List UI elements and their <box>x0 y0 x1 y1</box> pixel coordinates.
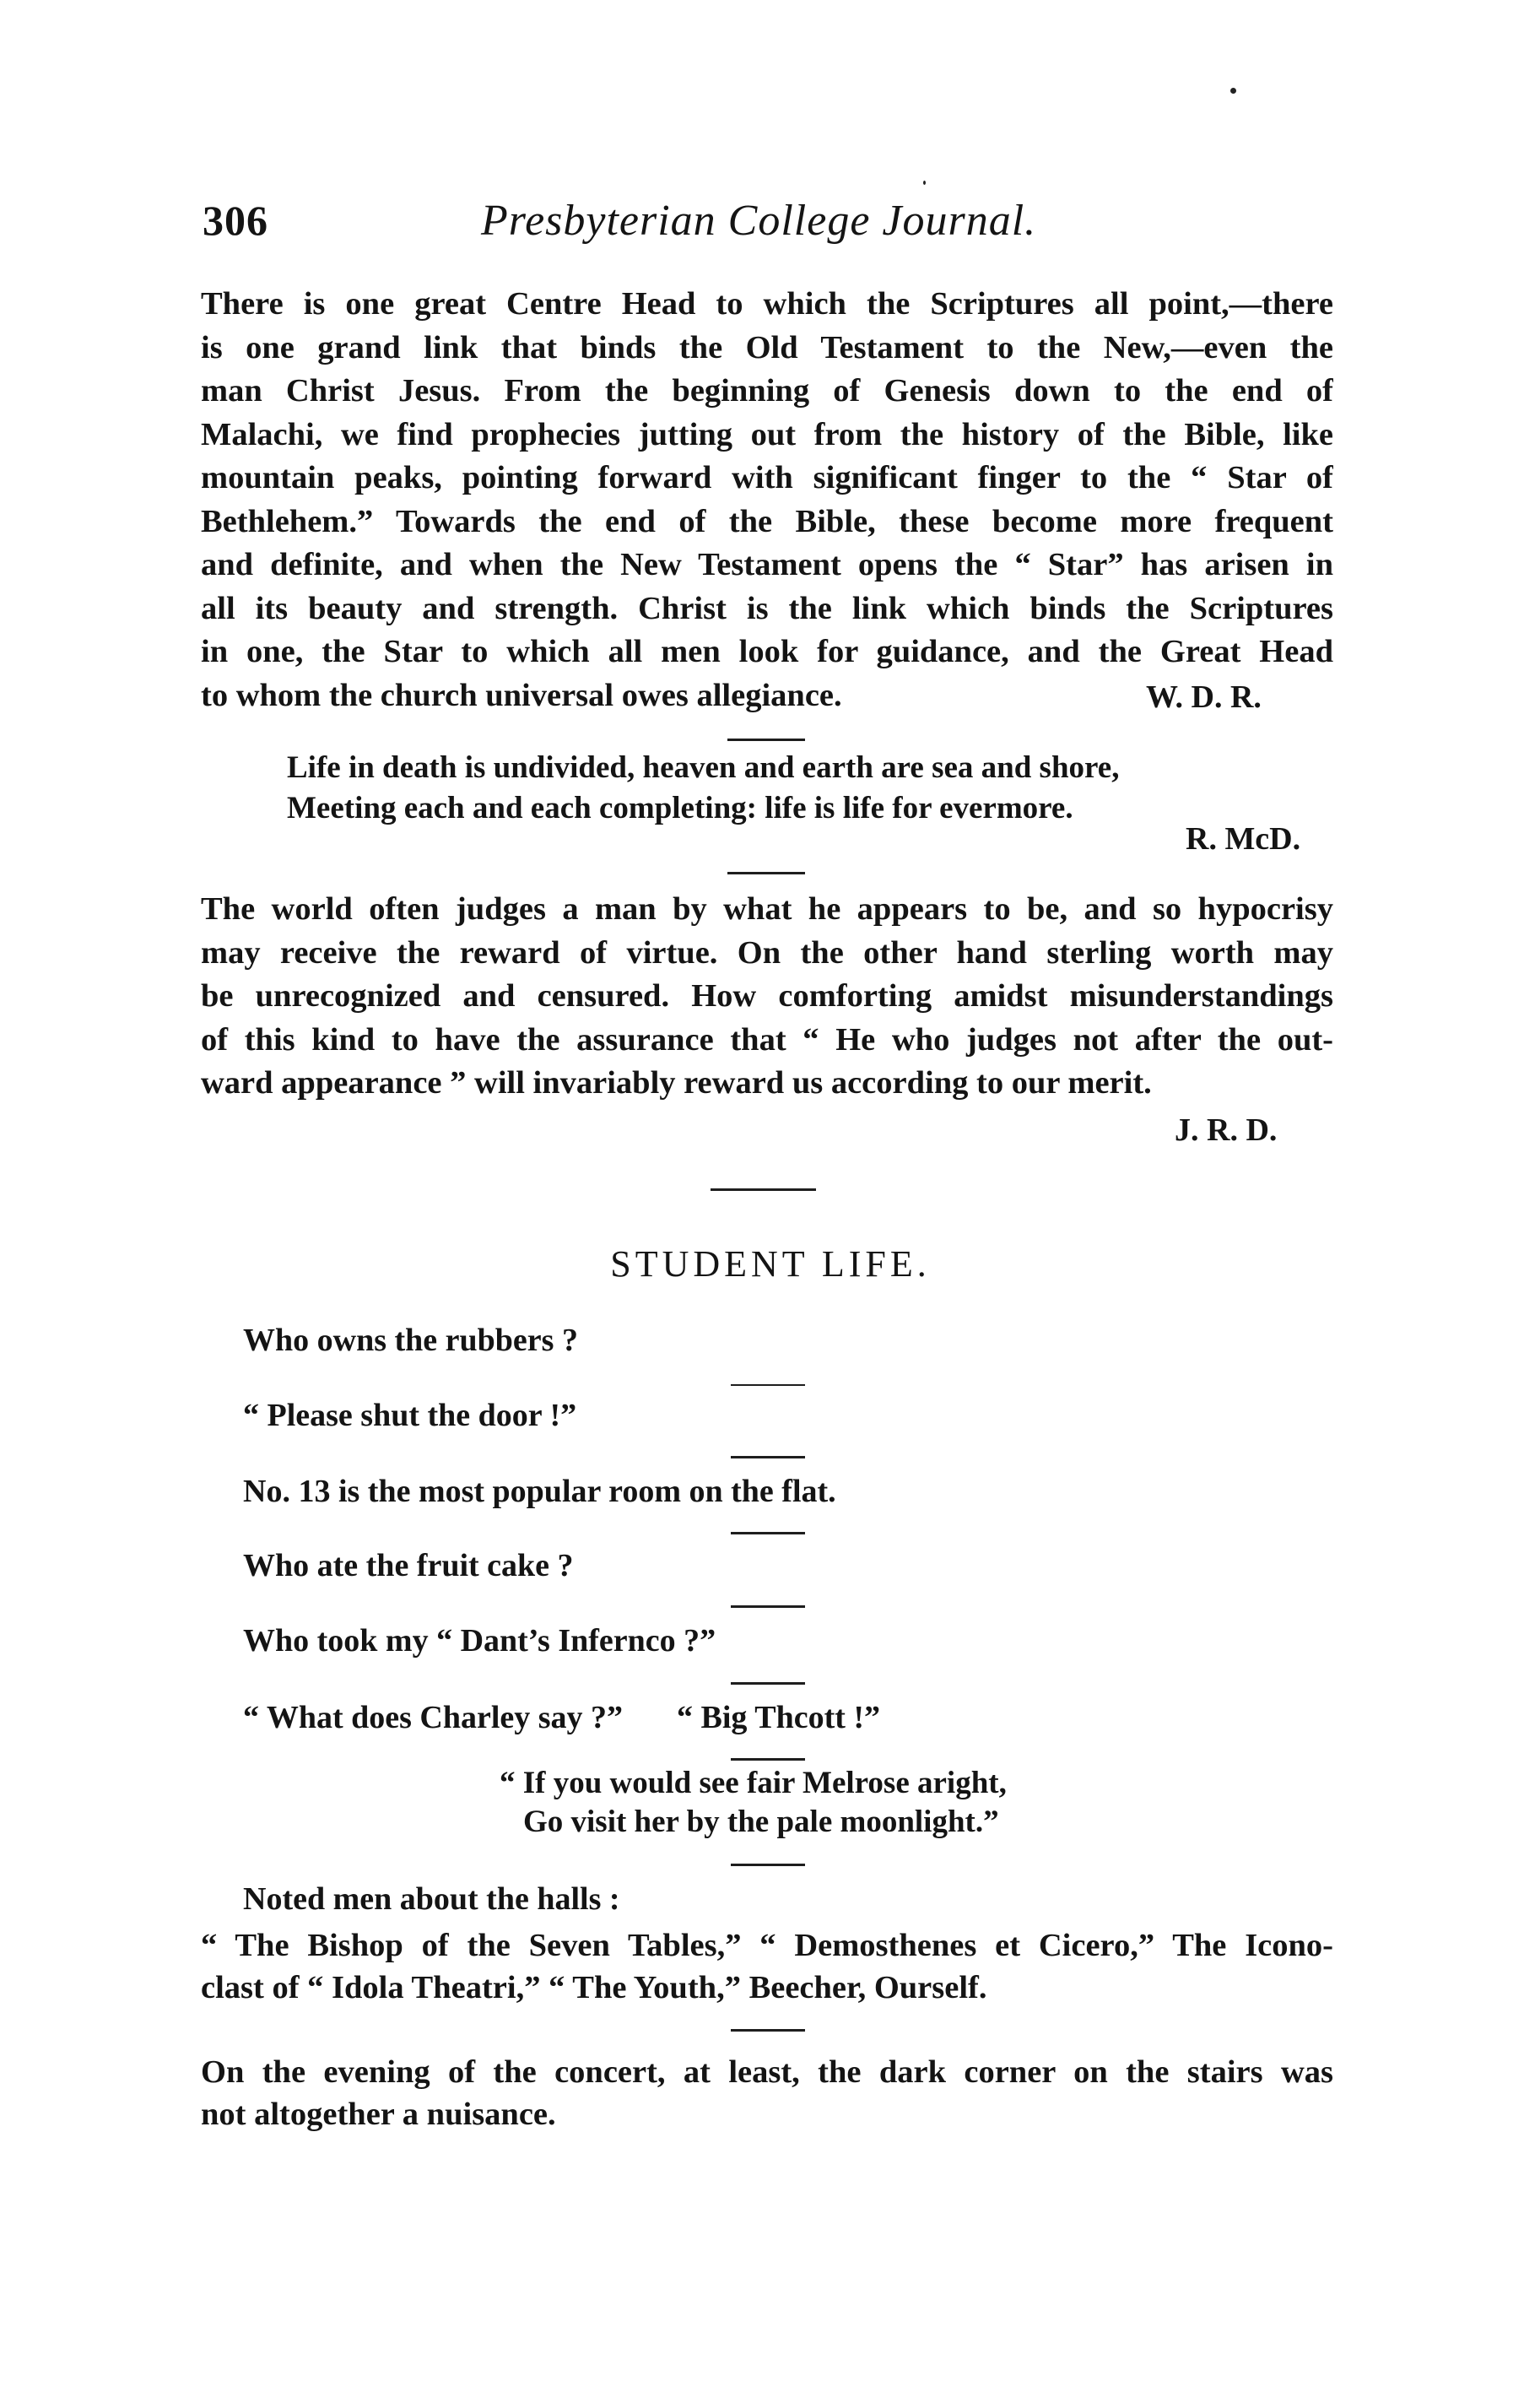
signature-rmcd: R. McD. <box>1186 821 1301 857</box>
student-life-item: Who owns the rubbers ? <box>243 1323 578 1358</box>
student-life-item: “ What does Charley say ?” <box>243 1700 624 1735</box>
divider-rule <box>731 1682 805 1685</box>
signature-jrd: J. R. D. <box>1175 1112 1278 1148</box>
student-life-item: No. 13 is the most popular room on the flat. <box>243 1474 836 1509</box>
student-life-item: “ Please shut the door !” <box>243 1398 577 1433</box>
text-line: all its beauty and strength. Christ is the link which binds the Scriptures <box>201 590 1333 626</box>
student-life-item: Who ate the fruit cake ? <box>243 1548 574 1583</box>
divider-rule <box>727 872 805 874</box>
paragraph-world-judges <box>201 888 1333 1106</box>
verse-line: “ If you would see fair Melrose aright, <box>500 1766 1007 1800</box>
text-line: There is one great Centre Head to which the Scriptures all point,—there <box>201 286 1333 322</box>
divider-rule <box>731 1758 805 1761</box>
divider-rule <box>731 1605 805 1608</box>
divider-rule <box>731 1384 805 1386</box>
text-line: mountain peaks, pointing forward with significant finger to the “ Star of <box>201 460 1333 495</box>
divider-rule <box>731 1456 805 1458</box>
text-line: ward appearance ” will invariably reward us according to our merit. <box>201 1065 1152 1101</box>
divider-rule <box>711 1188 816 1191</box>
text-line: not altogether a nuisance. <box>201 2097 556 2132</box>
running-title: Presbyterian College Journal. <box>481 197 1037 245</box>
noted-men-list <box>201 1924 1333 2009</box>
verse-line: Meeting each and each completing: life is life for evermore. <box>287 791 1073 825</box>
text-line: Malachi, we find prophecies jutting out from the history of the Bible, like <box>201 416 1333 452</box>
verse-line: Go visit her by the pale moonlight.” <box>523 1805 999 1839</box>
noted-men-intro: Noted men about the halls : <box>243 1881 620 1917</box>
signature-wdr: W. D. R. <box>1146 679 1262 715</box>
text-line: is one grand link that binds the Old Testament to the New,—even the <box>201 329 1333 365</box>
text-line: to whom the church universal owes allegiance. <box>201 677 842 713</box>
verse-melrose <box>500 1764 1007 1842</box>
running-header <box>203 196 1333 263</box>
divider-rule <box>727 739 805 741</box>
paragraph-centre-head <box>201 283 1333 717</box>
text-line: and definite, and when the New Testament opens the “ Star” has arisen in <box>201 547 1333 582</box>
section-heading-student-life: STUDENT LIFE. <box>610 1243 931 1285</box>
text-line: “ The Bishop of the Seven Tables,” “ Demosthenes et Cicero,” The Icono- <box>201 1928 1333 1963</box>
text-line: On the evening of the concert, at least, the dark corner on the stairs was <box>201 2054 1333 2090</box>
divider-rule <box>731 1532 805 1534</box>
divider-rule <box>731 1864 805 1866</box>
text-line: be unrecognized and censured. How comforting amidst misunderstandings <box>201 978 1333 1014</box>
speck-mark <box>1230 88 1236 94</box>
paragraph-concert <box>201 2051 1333 2135</box>
text-line: Bethlehem.” Towards the end of the Bible, these become more frequent <box>201 503 1333 539</box>
text-line: The world often judges a man by what he appears to be, and so hypocrisy <box>201 891 1333 927</box>
verse-line: Life in death is undivided, heaven and earth are sea and shore, <box>287 750 1120 785</box>
student-life-item: “ Big Thcott !” <box>677 1700 881 1735</box>
page-number: 306 <box>203 197 268 244</box>
text-line: in one, the Star to which all men look for guidance, and the Great Head <box>201 634 1333 669</box>
text-line: may receive the reward of virtue. On the other hand sterling worth may <box>201 934 1333 971</box>
text-line: clast of “ Idola Theatri,” “ The Youth,” Beecher, Ourself. <box>201 1970 987 2005</box>
speck-mark <box>923 181 926 185</box>
text-line: of this kind to have the assurance that “ He who judges not after the out- <box>201 1021 1333 1058</box>
text-line: man Christ Jesus. From the beginning of Genesis down to the end of <box>201 373 1333 409</box>
student-life-item: Who took my “ Dant’s Infernco ?” <box>243 1623 716 1659</box>
verse-life-in-death <box>287 748 1119 829</box>
divider-rule <box>731 2029 805 2032</box>
